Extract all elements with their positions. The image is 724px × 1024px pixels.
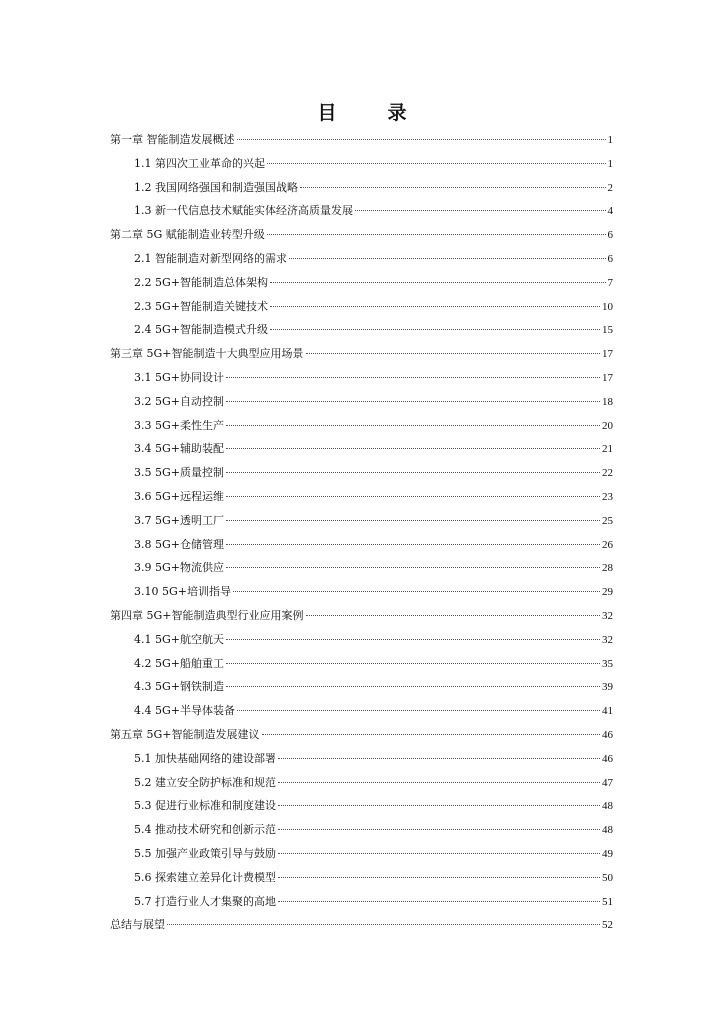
toc-dot-leader — [278, 805, 600, 806]
toc-dot-leader — [226, 425, 600, 426]
toc-section-entry[interactable] — [110, 771, 613, 795]
toc-entry-label: 第四章 5G+智能制造典型行业应用案例 — [110, 608, 304, 622]
toc-entry-label: 3.2 5G+自动控制 — [134, 394, 224, 408]
toc-section-entry[interactable] — [110, 414, 613, 438]
toc-dot-leader — [226, 448, 600, 449]
toc-page-number: 23 — [602, 490, 613, 503]
toc-section-entry[interactable] — [110, 580, 613, 604]
toc-entry-label: 3.6 5G+远程运维 — [134, 489, 224, 503]
toc-section-entry[interactable] — [110, 866, 613, 890]
toc-entry-label: 2.4 5G+智能制造模式升级 — [134, 323, 268, 337]
toc-dot-leader — [262, 734, 601, 735]
toc-dot-leader — [233, 591, 600, 592]
toc-dot-leader — [355, 210, 606, 211]
toc-entry-label: 3.7 5G+透明工厂 — [134, 513, 224, 527]
toc-page-number: 17 — [602, 371, 613, 384]
toc-entry-label: 3.1 5G+协同设计 — [134, 370, 224, 384]
toc-page-number: 2 — [607, 181, 613, 194]
toc-entry-label: 5.3 促进行业标准和制度建设 — [134, 799, 276, 813]
toc-section-entry[interactable] — [110, 461, 613, 485]
toc-section-entry[interactable] — [110, 366, 613, 390]
toc-page-number: 46 — [602, 752, 613, 765]
toc-section-entry[interactable] — [110, 318, 613, 342]
toc-dot-leader — [278, 853, 600, 854]
toc-dot-leader — [267, 234, 606, 235]
toc-section-entry[interactable] — [110, 747, 613, 771]
toc-section-entry[interactable] — [110, 437, 613, 461]
toc-section-entry[interactable] — [110, 890, 613, 914]
toc-page-number: 6 — [607, 252, 613, 265]
toc-page-number: 29 — [602, 586, 613, 599]
toc-entry-label: 1.1 第四次工业革命的兴起 — [134, 156, 265, 170]
toc-dot-leader — [278, 758, 600, 759]
toc-dot-leader — [278, 901, 600, 902]
toc-page-number: 15 — [602, 324, 613, 337]
toc-section-entry[interactable] — [110, 152, 613, 176]
toc-section-entry[interactable] — [110, 794, 613, 818]
toc-page-number: 51 — [602, 895, 613, 908]
toc-entry-label: 第一章 智能制造发展概述 — [110, 133, 235, 146]
toc-page-number: 50 — [602, 871, 613, 884]
toc-dot-leader — [306, 615, 601, 616]
toc-section-entry[interactable] — [110, 485, 613, 509]
toc-dot-leader — [270, 329, 600, 330]
toc-dot-leader — [278, 829, 600, 830]
toc-chapter-entry[interactable] — [110, 913, 613, 937]
toc-section-entry[interactable] — [110, 247, 613, 271]
toc-entry-label: 3.10 5G+培训指导 — [134, 585, 231, 599]
toc-section-entry[interactable] — [110, 556, 613, 580]
toc-dot-leader — [226, 639, 600, 640]
toc-entry-label: 第五章 5G+智能制造发展建议 — [110, 727, 260, 741]
toc-dot-leader — [278, 782, 600, 783]
toc-chapter-entry[interactable] — [110, 604, 613, 628]
toc-dot-leader — [226, 377, 600, 378]
toc-section-entry[interactable] — [110, 199, 613, 223]
toc-page-number: 46 — [602, 728, 613, 741]
table-of-contents — [110, 128, 613, 937]
toc-title: 目 录 — [317, 102, 423, 124]
toc-chapter-entry[interactable] — [110, 128, 613, 152]
toc-dot-leader — [226, 567, 600, 568]
toc-entry-label: 总结与展望 — [110, 918, 165, 932]
toc-entry-label: 2.2 5G+智能制造总体架构 — [134, 275, 268, 289]
toc-page-number: 32 — [602, 609, 613, 622]
toc-section-entry[interactable] — [110, 509, 613, 533]
toc-dot-leader — [167, 924, 600, 925]
toc-entry-label: 3.9 5G+物流供应 — [134, 561, 224, 575]
toc-section-entry[interactable] — [110, 675, 613, 699]
toc-section-entry[interactable] — [110, 271, 613, 295]
toc-entry-label: 2.3 5G+智能制造关键技术 — [134, 299, 268, 313]
toc-entry-label: 3.5 5G+质量控制 — [134, 466, 224, 480]
toc-section-entry[interactable] — [110, 176, 613, 200]
toc-page-number: 4 — [607, 205, 613, 218]
toc-chapter-entry[interactable] — [110, 723, 613, 747]
toc-entry-label: 5.2 建立安全防护标准和规范 — [134, 775, 276, 789]
toc-dot-leader — [226, 520, 600, 521]
toc-page-number: 10 — [602, 300, 613, 313]
toc-entry-label: 1.2 我国网络强国和制造强国战略 — [134, 180, 298, 194]
toc-section-entry[interactable] — [110, 628, 613, 652]
toc-section-entry[interactable] — [110, 818, 613, 842]
toc-entry-label: 4.2 5G+船舶重工 — [134, 656, 224, 670]
toc-entry-label: 4.1 5G+航空航天 — [134, 632, 224, 646]
toc-entry-label: 3.8 5G+仓储管理 — [134, 537, 224, 551]
toc-page-number: 1 — [607, 157, 613, 170]
toc-page-number: 26 — [602, 538, 613, 551]
toc-page-number: 28 — [602, 562, 613, 575]
toc-dot-leader — [237, 710, 600, 711]
toc-dot-leader — [306, 353, 601, 354]
toc-page-number: 41 — [602, 705, 613, 718]
toc-dot-leader — [278, 877, 600, 878]
toc-section-entry[interactable] — [110, 533, 613, 557]
toc-entry-label: 5.5 加强产业政策引导与鼓励 — [134, 846, 276, 860]
toc-dot-leader — [270, 306, 600, 307]
toc-page-number: 17 — [602, 348, 613, 361]
toc-dot-leader — [300, 187, 606, 188]
toc-page-number: 52 — [602, 919, 613, 932]
toc-section-entry[interactable] — [110, 652, 613, 676]
toc-dot-leader — [226, 544, 600, 545]
toc-page-number: 49 — [602, 847, 613, 860]
toc-section-entry[interactable] — [110, 842, 613, 866]
toc-page-number: 6 — [607, 229, 613, 242]
toc-page-number: 1 — [607, 134, 613, 146]
toc-page-number: 25 — [602, 514, 613, 527]
toc-dot-leader — [226, 472, 600, 473]
toc-entry-label: 3.3 5G+柔性生产 — [134, 418, 224, 432]
toc-dot-leader — [226, 686, 600, 687]
toc-section-entry[interactable] — [110, 699, 613, 723]
toc-page-number: 22 — [602, 467, 613, 480]
toc-entry-label: 第三章 5G+智能制造十大典型应用场景 — [110, 347, 304, 361]
toc-chapter-entry[interactable] — [110, 342, 613, 366]
toc-page-number: 35 — [602, 657, 613, 670]
toc-chapter-entry[interactable] — [110, 223, 613, 247]
toc-entry-label: 5.4 推动技术研究和创新示范 — [134, 823, 276, 837]
toc-entry-label: 5.6 探索建立差异化计费模型 — [134, 870, 276, 884]
toc-entry-label: 第二章 5G 赋能制造业转型升级 — [110, 228, 265, 242]
toc-section-entry[interactable] — [110, 295, 613, 319]
toc-entry-label: 5.1 加快基础网络的建设部署 — [134, 751, 276, 765]
toc-dot-leader — [270, 282, 606, 283]
toc-page-number: 20 — [602, 419, 613, 432]
toc-dot-leader — [226, 496, 600, 497]
toc-page-number: 48 — [602, 824, 613, 837]
toc-dot-leader — [226, 401, 600, 402]
toc-page-number: 39 — [602, 681, 613, 694]
toc-page-number: 48 — [602, 800, 613, 813]
toc-page-number: 18 — [602, 395, 613, 408]
toc-entry-label: 5.7 打造行业人才集聚的高地 — [134, 894, 276, 908]
toc-dot-leader — [289, 258, 606, 259]
toc-section-entry[interactable] — [110, 390, 613, 414]
toc-page-number: 32 — [602, 633, 613, 646]
toc-page-number: 21 — [602, 443, 613, 456]
toc-dot-leader — [226, 663, 600, 664]
toc-page-number: 47 — [602, 776, 613, 789]
toc-page-number: 7 — [607, 276, 613, 289]
toc-entry-label: 4.3 5G+钢铁制造 — [134, 680, 224, 694]
toc-entry-label: 3.4 5G+辅助装配 — [134, 442, 224, 456]
toc-entry-label: 2.1 智能制造对新型网络的需求 — [134, 251, 287, 265]
toc-dot-leader — [267, 163, 606, 164]
toc-entry-label: 4.4 5G+半导体装备 — [134, 704, 235, 718]
toc-entry-label: 1.3 新一代信息技术赋能实体经济高质量发展 — [134, 204, 353, 218]
toc-dot-leader — [237, 139, 606, 140]
